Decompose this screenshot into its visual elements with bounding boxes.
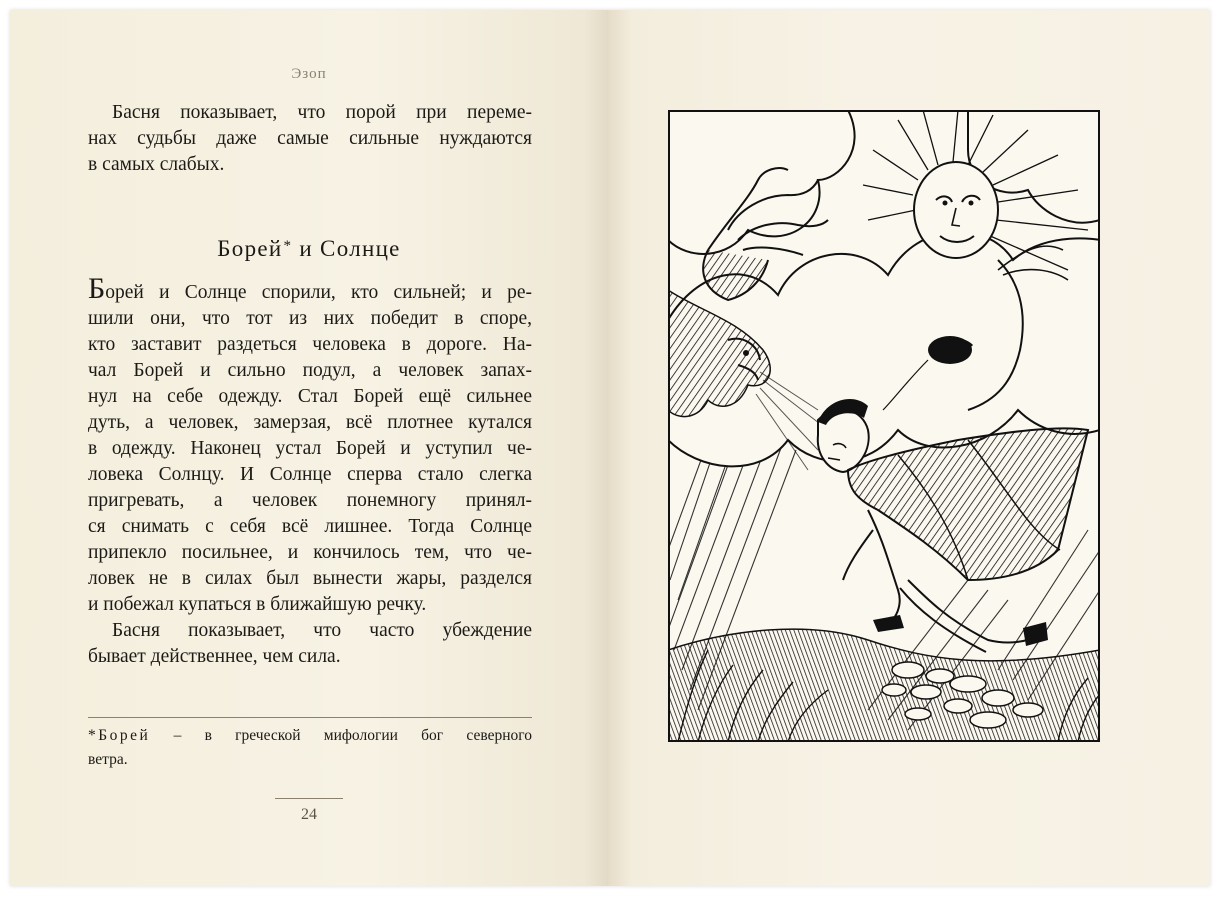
fable-title xyxy=(10,236,608,262)
text-line: кто заставит раздеться человека в дороге. На- xyxy=(88,334,532,355)
text-line: дуть, а человек, замерзая, всё плотнее кутался xyxy=(88,412,532,433)
footnote-marker: * xyxy=(283,238,293,254)
text-line: в самых слабых. xyxy=(88,154,225,175)
intro-paragraph xyxy=(88,100,532,178)
text-line: Басня показывает, что порой при переме- xyxy=(112,102,532,123)
ink-illustration xyxy=(668,110,1100,742)
folio-rule xyxy=(275,798,343,799)
text-line: и побежал купаться в ближайшую речку. xyxy=(88,594,427,615)
text-line-content: орей и Солнце спорили, кто сильней; и ре- xyxy=(105,282,532,303)
right-page xyxy=(608,10,1210,886)
footnote-line: ветра. xyxy=(88,751,128,768)
page-number: 24 xyxy=(301,806,317,823)
footnote-line xyxy=(88,724,532,748)
text-line: нах судьбы даже самые сильные нуждаются xyxy=(88,128,532,149)
footnote xyxy=(88,724,532,772)
running-head: Эзоп xyxy=(291,66,327,82)
title-rest: и Солнце xyxy=(292,236,401,261)
title-main: Борей xyxy=(217,236,283,261)
text-line: припекло посильнее, и кончилось тем, что че- xyxy=(88,542,532,563)
text-line: ловека Солнцу. И Солнце сперва стало слегка xyxy=(88,464,532,485)
footnote-text: – в греческой мифологии бог северного xyxy=(150,727,532,744)
text-line: ловек не в силах был вынести жары, разделся xyxy=(88,568,532,589)
text-line: шили они, что тот из них победит в споре, xyxy=(88,308,532,329)
text-line: Басня показывает, что часто убеждение xyxy=(112,620,532,641)
footnote-term: *Борей xyxy=(88,727,151,744)
fable-body xyxy=(88,272,532,670)
text-line xyxy=(88,272,532,306)
footnote-rule xyxy=(88,717,532,718)
text-line: нул на себе одежду. Стал Борей ещё сильнее xyxy=(88,386,532,407)
text-line: бывает действеннее, чем сила. xyxy=(88,646,341,667)
text-line: пригревать, а человек понемногу принял- xyxy=(88,490,532,511)
text-line: ся снимать с себя всё лишнее. Тогда Солнце xyxy=(88,516,532,537)
left-page xyxy=(10,10,608,886)
book-spread xyxy=(10,10,1210,886)
initial-letter: Б xyxy=(88,272,106,305)
text-line: чал Борей и сильно подул, а человек запах- xyxy=(88,360,532,381)
text-line: в одежду. Наконец устал Борей и уступил че- xyxy=(88,438,532,459)
